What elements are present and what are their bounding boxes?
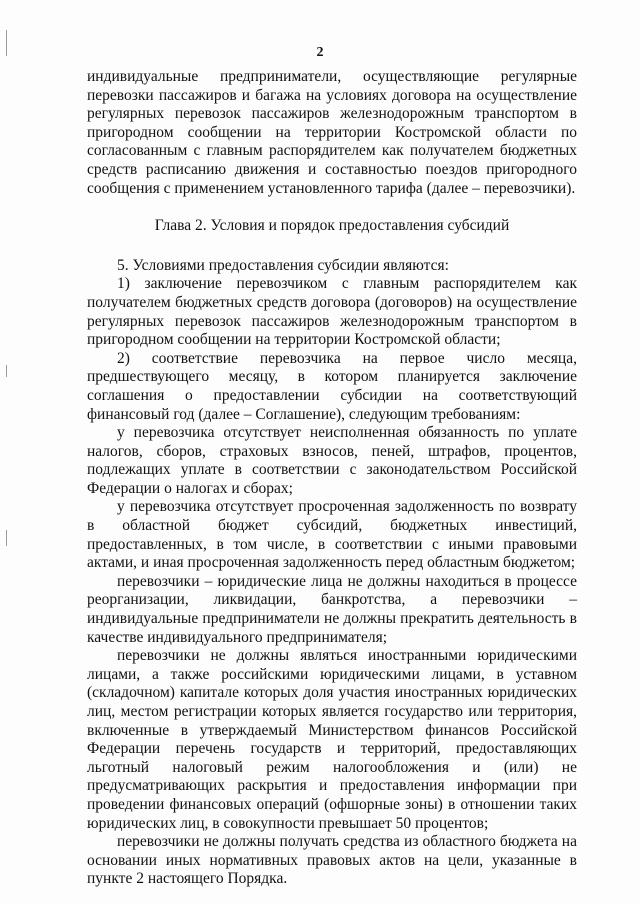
requirement-not-in-liquidation: перевозчики – юридические лица не должны находиться в процессе реорганизации, ликвидации, банкротства, а перевозчики – индивидуальные предприниматели не должны прекратить деятельность в качестве индивидуального предпринимателя;: [87, 572, 577, 646]
paragraph-intro-continuation: индивидуальные предприниматели, осуществляющие регулярные перевозки пассажиров и багажа на условиях договора на осуществление регулярных перевозок пассажиров железнодорожным транспортом в пригородном сообщении на территории Костромской области по согласованным с главным распорядителем как получателем бюджетных средств расписанию движения и составностью поездов пригородного сообщения с применением установленного тарифа (далее – перевозчики).: [87, 68, 577, 197]
requirement-no-budget-debt: у перевозчика отсутствует просроченная задолженность по возврату в областной бюджет субсидий, бюджетных инвестиций, предоставленных, в том числе, в соответствии с иными правовыми актами, и иная просроченная задолженность перед областным бюджетом;: [87, 498, 577, 572]
scan-edge-mark: [6, 530, 7, 546]
requirement-no-tax-debt: у перевозчика отсутствует неисполненная обязанность по уплате налогов, сборов, страховых взносов, пеней, штрафов, процентов, подлежащих уплате в соответствии с законодательством Российской Федерации о налогах и сборах;: [87, 424, 577, 497]
chapter-heading: Глава 2. Условия и порядок предоставления субсидий: [154, 217, 510, 235]
requirement-no-other-funds: перевозчики не должны получать средства из областного бюджета на основании иных нормативных правовых актов на цели, указанные в пункте 2 настоящего Порядка.: [87, 833, 577, 888]
page-number: 2: [316, 45, 324, 60]
condition-2: 2) соответствие перевозчика на первое число месяца, предшествующего месяцу, в котором планируется заключение соглашения о предоставлении субсидии на соответствующий финансовый год (далее – Соглашение), следующим требованиям:: [87, 349, 577, 423]
requirement-not-foreign-entity: перевозчики не должны являться иностранными юридическими лицами, а также российскими юридическими лицами, в уставном (складочном) капитале которых доля участия иностранных юридических лиц, местом регистрации которых является государство или территория, включенные в утверждаемый Министерством финансов Российской Федерации перечень государств и территорий, предоставляющих льготный налоговый режим налогообложения и (или) не предусматривающих раскрытия и предоставления информации при проведении финансовых операций (офшорные зоны) в отношении таких юридических лиц, в совокупности превышает 50 процентов;: [87, 647, 577, 832]
clause-5: 5. Условиями предоставления субсидии являются:: [117, 256, 449, 274]
scan-edge-mark: [6, 365, 7, 377]
condition-1: 1) заключение перевозчиком с главным распорядителем как получателем бюджетных средств договора (договоров) на осуществление регулярных перевозок пассажиров железнодорожным транспортом в пригородном сообщении на территории Костромской области;: [87, 275, 577, 349]
document-body: [87, 68, 577, 889]
